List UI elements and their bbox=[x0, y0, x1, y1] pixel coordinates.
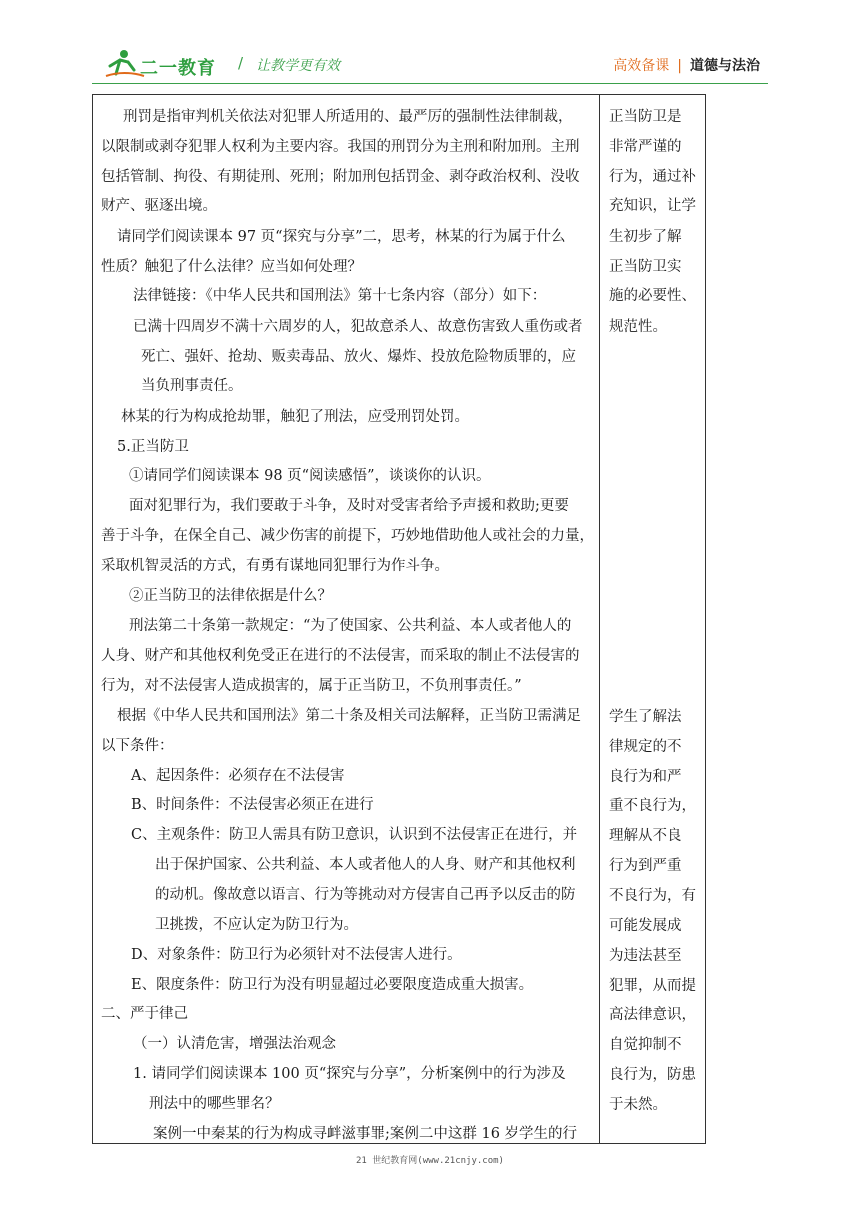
content-line: 当负刑事责任。 bbox=[141, 378, 243, 394]
content-column bbox=[93, 95, 599, 1143]
header-right bbox=[613, 55, 760, 75]
header-rule bbox=[92, 83, 768, 84]
page-header bbox=[0, 0, 860, 96]
design-intent-line: 于未然。 bbox=[609, 1097, 667, 1113]
content-line: 5.正当防卫 bbox=[117, 439, 189, 455]
lesson-table bbox=[92, 94, 706, 1144]
design-intent-line: 行为，通过补 bbox=[609, 169, 696, 185]
design-intent-column bbox=[600, 95, 706, 1143]
content-line: 死亡、强奸、抢劫、贩卖毒品、放火、爆炸、投放危险物质罪的，应 bbox=[141, 349, 576, 365]
logo-text: 二一教育 bbox=[140, 58, 216, 79]
content-line: A、起因条件：必须存在不法侵害 bbox=[131, 768, 345, 784]
content-line: 以限制或剥夺犯罪人权利为主要内容。我国的刑罚分为主刑和附加刑。主刑 bbox=[101, 139, 580, 155]
page-footer: 21 世纪教育网(www.21cnjy.com) bbox=[356, 1156, 504, 1166]
design-intent-line: 正当防卫实 bbox=[609, 259, 682, 275]
design-intent-line: 良行为，防患 bbox=[609, 1067, 696, 1083]
content-line: ①请同学们阅读课本 98 页“阅读感悟”，谈谈你的认识。 bbox=[129, 468, 491, 484]
design-intent-line: 非常严谨的 bbox=[609, 139, 682, 155]
content-line: 刑罚是指审判机关依法对犯罪人所适用的、最严厉的强制性法律制裁， bbox=[123, 109, 573, 125]
content-line: 性质？触犯了什么法律？应当如何处理？ bbox=[101, 259, 362, 275]
content-line: 的动机。像故意以语言、行为等挑动对方侵害自己再予以反击的防 bbox=[155, 887, 576, 903]
content-line: 采取机智灵活的方式，有勇有谋地同犯罪行为作斗争。 bbox=[101, 558, 449, 574]
content-line: 财产、驱逐出境。 bbox=[101, 198, 217, 214]
header-divider: | bbox=[677, 58, 682, 74]
design-intent-line: 生初步了解 bbox=[609, 229, 682, 245]
design-intent-line: 规范性。 bbox=[609, 319, 667, 335]
content-line: B、时间条件：不法侵害必须正在进行 bbox=[131, 797, 374, 813]
content-line: 请同学们阅读课本 97 页“探究与分享”二，思考，林某的行为属于什么 bbox=[117, 229, 566, 245]
design-intent-line: 不良行为，有 bbox=[609, 888, 696, 904]
design-intent-line: 学生了解法 bbox=[609, 709, 682, 725]
content-line: 卫挑拨，不应认定为防卫行为。 bbox=[155, 917, 358, 933]
design-intent-line: 自觉抑制不 bbox=[609, 1037, 682, 1053]
design-intent-line: 重不良行为， bbox=[609, 798, 696, 814]
content-line: 以下条件： bbox=[101, 738, 174, 754]
design-intent-line: 正当防卫是 bbox=[609, 109, 682, 125]
design-intent-line: 高法律意识， bbox=[609, 1007, 696, 1023]
design-intent-line: 行为到严重 bbox=[609, 858, 682, 874]
content-line: 林某的行为构成抢劫罪，触犯了刑法，应受刑罚处罚。 bbox=[121, 409, 469, 425]
content-line: 刑法第二十条第一款规定：“为了使国家、公共利益、本人或者他人的 bbox=[129, 618, 572, 634]
content-line: （一）认清危害，增强法治观念 bbox=[133, 1036, 336, 1052]
design-intent-line: 律规定的不 bbox=[609, 739, 682, 755]
header-label: 高效备课 bbox=[613, 58, 670, 74]
content-line: ②正当防卫的法律依据是什么？ bbox=[129, 588, 332, 604]
design-intent-line: 理解从不良 bbox=[609, 828, 682, 844]
content-line: 善于斗争，在保全自己、减少伤害的前提下，巧妙地借助他人或社会的力量， bbox=[101, 528, 594, 544]
content-line: 刑法中的哪些罪名？ bbox=[149, 1096, 280, 1112]
slogan: 让教学更有效 bbox=[256, 58, 340, 74]
header-subject: 道德与法治 bbox=[690, 58, 760, 74]
content-line: 案例一中秦某的行为构成寻衅滋事罪;案例二中这群 16 岁学生的行 bbox=[153, 1126, 578, 1142]
content-line: 1. 请同学们阅读课本 100 页“探究与分享”，分析案例中的行为涉及 bbox=[133, 1066, 566, 1082]
design-intent-line: 为违法甚至 bbox=[609, 948, 682, 964]
design-intent-line: 可能发展成 bbox=[609, 918, 682, 934]
content-line: 行为，对不法侵害人造成损害的，属于正当防卫，不负刑事责任。” bbox=[101, 678, 522, 694]
design-intent-line: 施的必要性、 bbox=[609, 288, 696, 304]
content-line: 包括管制、拘役、有期徒刑、死刑；附加刑包括罚金、剥夺政治权利、没收 bbox=[101, 169, 580, 185]
content-line: 面对犯罪行为，我们要敢于斗争，及时对受害者给予声援和救助;更要 bbox=[129, 498, 569, 514]
content-line: 已满十四周岁不满十六周岁的人，犯故意杀人、故意伤害致人重伤或者 bbox=[133, 319, 583, 335]
design-intent-line: 充知识，让学 bbox=[609, 198, 696, 214]
content-line: D、对象条件：防卫行为必须针对不法侵害人进行。 bbox=[131, 947, 462, 963]
design-intent-line: 良行为和严 bbox=[609, 769, 682, 785]
content-line: 出于保护国家、公共利益、本人或者他人的人身、财产和其他权利 bbox=[155, 857, 576, 873]
content-line: 根据《中华人民共和国刑法》第二十条及相关司法解释，正当防卫需满足 bbox=[117, 708, 581, 724]
design-intent-line: 犯罪，从而提 bbox=[609, 978, 696, 994]
slogan-divider: / bbox=[238, 54, 244, 72]
content-line: 二、严于律己 bbox=[101, 1006, 188, 1022]
content-line: 人身、财产和其他权利免受正在进行的不法侵害，而采取的制止不法侵害的 bbox=[101, 648, 580, 664]
content-line: 法律链接：《中华人民共和国刑法》第十七条内容（部分）如下： bbox=[133, 288, 547, 304]
content-line: C、主观条件：防卫人需具有防卫意识，认识到不法侵害正在进行，并 bbox=[131, 827, 578, 843]
content-line: E、限度条件：防卫行为没有明显超过必要限度造成重大损害。 bbox=[131, 977, 534, 993]
